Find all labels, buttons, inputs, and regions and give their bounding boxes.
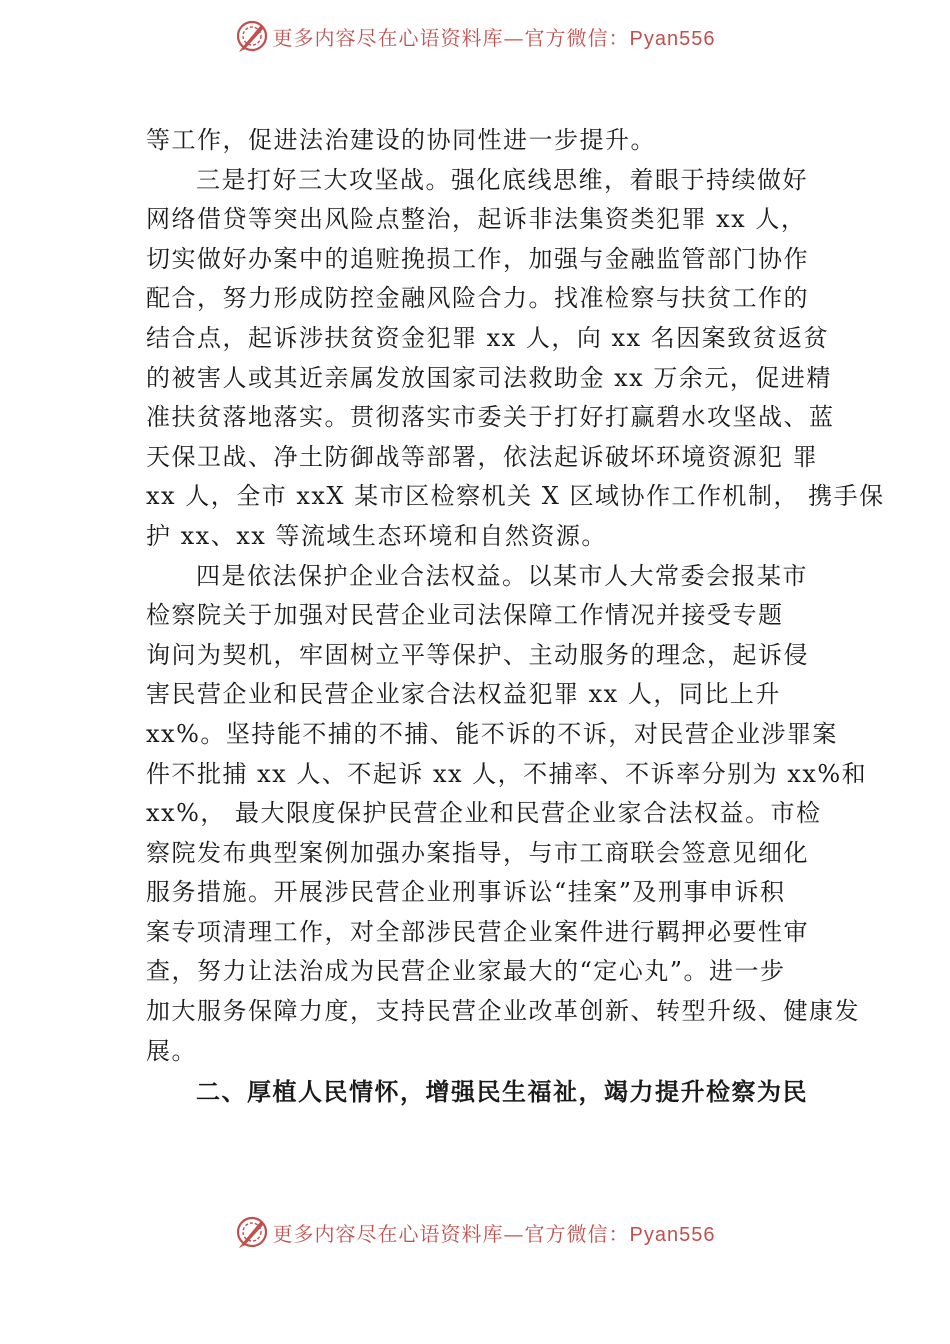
body-line: 查，努力让法治成为民营企业家最大的“定心丸”。进一步 bbox=[146, 957, 786, 986]
body-line: 四是依法保护企业合法权益。以某市人大常委会报某市 bbox=[196, 561, 808, 590]
body-line: 网络借贷等突出风险点整治，起诉非法集资类犯罪 xx 人， bbox=[146, 205, 807, 234]
body-line: xx%。坚持能不捕的不捕、能不诉的不诉，对民营企业涉罪案 bbox=[146, 719, 838, 748]
body-line: 服务措施。开展涉民营企业刑事诉讼“挂案”及刑事申诉积 bbox=[146, 878, 786, 907]
banner-wechat-label: 官方微信： bbox=[524, 1221, 630, 1246]
body-line: 案专项清理工作，对全部涉民营企业案件进行羁押必要性审 bbox=[146, 917, 809, 946]
body-line: 三是打好三大攻坚战。强化底线思维，着眼于持续做好 bbox=[196, 165, 808, 194]
body-line: 护 xx、xx 等流域生态环境和自然资源。 bbox=[146, 521, 607, 550]
banner-label bbox=[273, 1218, 716, 1247]
body-line: 询问为契机，牢固树立平等保护、主动服务的理念，起诉侵 bbox=[146, 640, 809, 669]
body-line: 等工作，促进法治建设的协同性进一步提升。 bbox=[146, 126, 656, 154]
body-line: 展。 bbox=[146, 1036, 197, 1065]
banner-wechat-id: Pyan556 bbox=[629, 27, 716, 50]
banner-label bbox=[273, 22, 716, 51]
banner-separator: — bbox=[503, 25, 525, 50]
section-heading: 二、厚植人民情怀，增强民生福祉，竭力提升检察为民 bbox=[196, 1078, 808, 1107]
body-line: 害民营企业和民营企业家合法权益犯罪 xx 人，同比上升 bbox=[146, 680, 781, 709]
body-line: 的被害人或其近亲属发放国家司法救助金 xx 万余元，促进精 bbox=[146, 363, 832, 392]
banner-wechat-id: Pyan556 bbox=[629, 1223, 716, 1246]
banner-text: 更多内容尽在心语资料库 bbox=[272, 25, 504, 50]
document-body bbox=[146, 121, 885, 1113]
body-line: 件不批捕 xx 人、不起诉 xx 人，不捕率、不诉率分别为 xx%和 bbox=[146, 759, 868, 788]
body-line: 察院发布典型案例加强办案指导，与市工商联会签意见细化 bbox=[146, 838, 809, 867]
body-line: xx 人，全市 xxX 某市区检察机关 X 区域协作工作机制， 携手保 bbox=[146, 482, 885, 511]
body-line: 切实做好办案中的追赃挽损工作，加强与金融监管部门协作 bbox=[146, 244, 809, 273]
body-line: 结合点，起诉涉扶贫资金犯罪 xx 人，向 xx 名因案致贫返贫 bbox=[146, 323, 830, 352]
footer-watermark-banner bbox=[0, 1212, 950, 1252]
body-line: 天保卫战、净土防御战等部署，依法起诉破坏环境资源犯 罪 bbox=[146, 442, 819, 471]
body-line: 配合，努力形成防控金融风险合力。找准检察与扶贫工作的 bbox=[146, 284, 809, 313]
pen-logo-icon bbox=[235, 1215, 269, 1249]
banner-text: 更多内容尽在心语资料库 bbox=[272, 1221, 504, 1246]
body-line: xx%， 最大限度保护民营企业和民营企业家合法权益。市检 bbox=[146, 799, 822, 828]
body-line: 加大服务保障力度，支持民营企业改革创新、转型升级、健康发 bbox=[146, 997, 860, 1026]
banner-wechat-label: 官方微信： bbox=[524, 25, 630, 50]
banner-separator: — bbox=[503, 1221, 525, 1246]
body-line: 检察院关于加强对民营企业司法保障工作情况并接受专题 bbox=[146, 601, 784, 630]
header-watermark-banner bbox=[0, 16, 950, 56]
pen-logo-icon bbox=[235, 19, 269, 53]
body-line: 准扶贫落地落实。贯彻落实市委关于打好打赢碧水攻坚战、蓝 bbox=[146, 403, 835, 432]
